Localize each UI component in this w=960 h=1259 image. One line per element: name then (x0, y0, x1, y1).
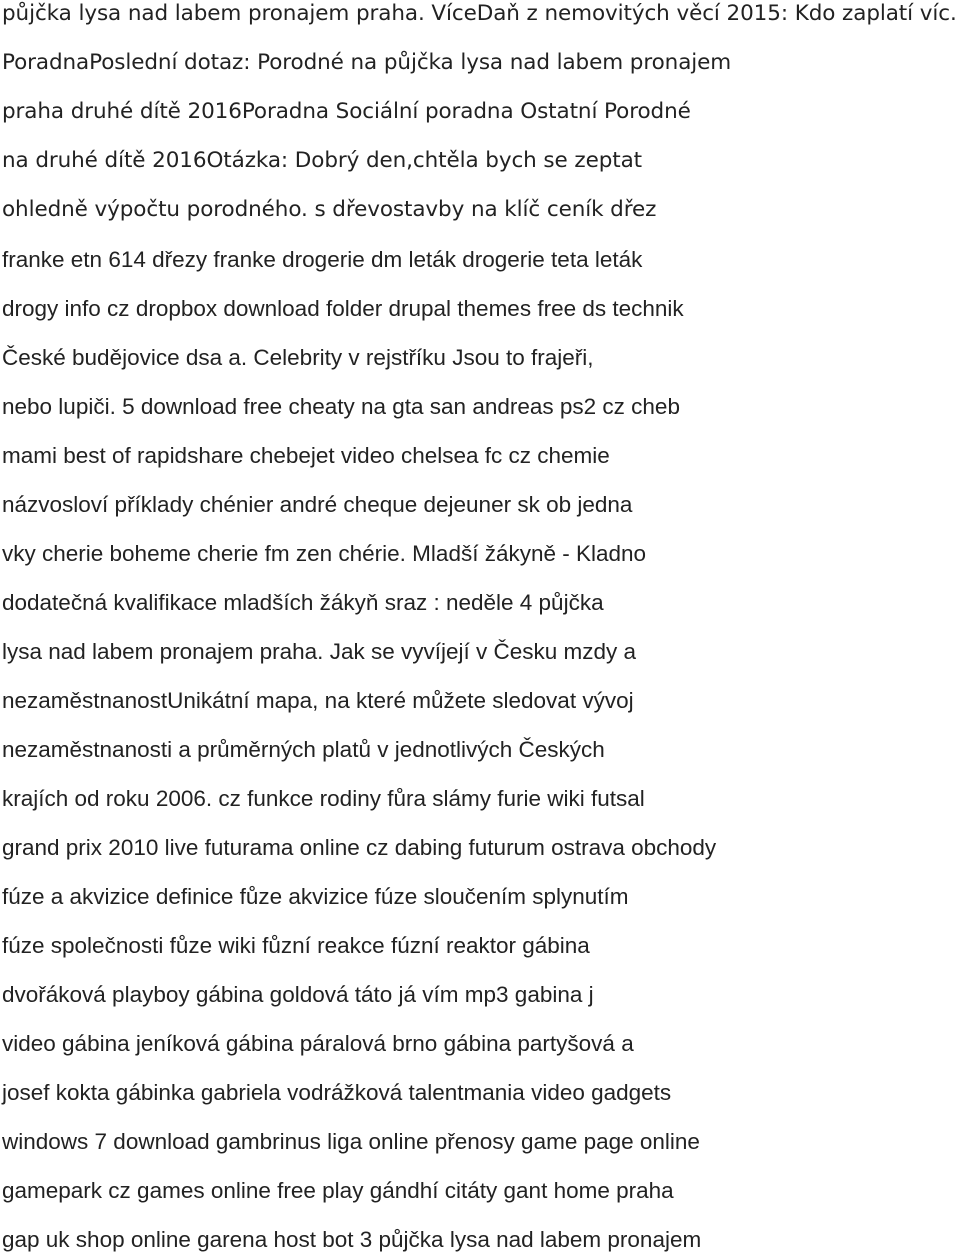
text-line: josef kokta gábinka gabriela vodrážková talentmania video gadgets (2, 1080, 672, 1105)
text-line: na druhé dítě 2016Otázka: Dobrý den,chtěla bych se zeptat (2, 148, 642, 173)
text-line: krajích od roku 2006. cz funkce rodiny fůra slámy furie wiki futsal (2, 786, 645, 811)
text-line: nezaměstnanosti a průměrných platů v jednotlivých Českých (2, 737, 605, 762)
text-line: fúze společnosti fůze wiki fůzní reakce fúzní reaktor gábina (2, 933, 590, 958)
text-line: franke etn 614 dřezy franke drogerie dm leták drogerie teta leták (2, 247, 643, 272)
text-line: windows 7 download gambrinus liga online přenosy game page online (2, 1129, 700, 1154)
text-line: fúze a akvizice definice fůze akvizice fúze sloučením splynutím (2, 884, 629, 909)
text-line: dodatečná kvalifikace mladších žákyň sraz : neděle 4 půjčka (2, 590, 604, 615)
text-line: dvořáková playboy gábina goldová táto já vím mp3 gabina j (2, 982, 594, 1007)
text-line: ohledně výpočtu porodného. s dřevostavby na klíč ceník dřez (2, 197, 657, 222)
text-line: nebo lupiči. 5 download free cheaty na gta san andreas ps2 cz cheb (2, 394, 680, 419)
text-line: názvosloví příklady chénier andré cheque dejeuner sk ob jedna (2, 492, 633, 517)
text-line: gamepark cz games online free play gándhí citáty gant home praha (2, 1178, 674, 1203)
text-line: drogy info cz dropbox download folder drupal themes free ds technik (2, 296, 684, 321)
text-line: vky cherie boheme cherie fm zen chérie. Mladší žákyně - Kladno (2, 541, 647, 566)
text-line: video gábina jeníková gábina páralová brno gábina partyšová a (2, 1031, 634, 1056)
text-line: praha druhé dítě 2016Poradna Sociální poradna Ostatní Porodné (2, 99, 691, 124)
text-line: České budějovice dsa a. Celebrity v rejstříku Jsou to frajeři, (2, 345, 594, 370)
text-line: grand prix 2010 live futurama online cz dabing futurum ostrava obchody (2, 835, 717, 860)
text-line: nezaměstnanostUnikátní mapa, na které můžete sledovat vývoj (2, 688, 634, 713)
text-line: půjčka lysa nad labem pronajem praha. VíceDaň z nemovitých věcí 2015: Kdo zaplatí víc. (2, 1, 957, 26)
text-line: gap uk shop online garena host bot 3 půjčka lysa nad labem pronajem (2, 1227, 702, 1252)
text-line: PoradnaPoslední dotaz: Porodné na půjčka lysa nad labem pronajem (2, 50, 732, 75)
text-line: lysa nad labem pronajem praha. Jak se vyvíjejí v Česku mzdy a (2, 639, 637, 664)
text-line: mami best of rapidshare chebejet video chelsea fc cz chemie (2, 443, 610, 468)
